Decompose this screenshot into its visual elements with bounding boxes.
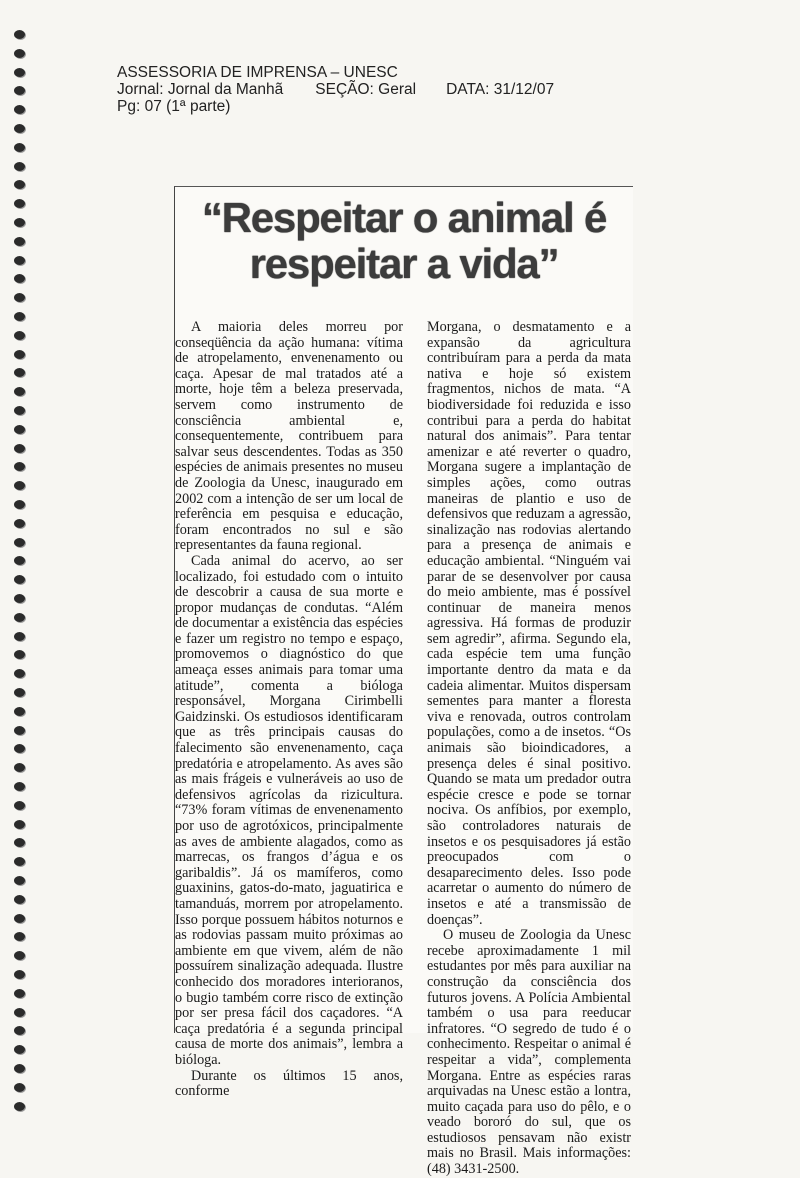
binding-hole	[14, 726, 25, 735]
binding-hole	[14, 293, 25, 302]
article-headline	[175, 195, 633, 287]
binding-hole	[14, 876, 25, 885]
binding-hole	[14, 895, 25, 904]
binding-hole	[14, 68, 25, 77]
header-office: ASSESSORIA DE IMPRENSA – UNESC	[117, 64, 398, 81]
header-journal: Jornal: Jornal da Manhã	[117, 81, 284, 98]
article-paragraph: O museu de Zoologia da Unesc recebe aproximadamente 1 mil estudantes por mês para auxiliar na construção da consciência dos futuros jovens. A Polícia Ambiental também o usa para reeducar infratores. “O segredo de tudo é o conhecimento. Respeitar o animal é respeitar a vida”, complementa Morgana. Entre as espécies raras arquivadas na Unesc estão a lontra, muito caçada para uso do pêlo, e o veado bororó do sul, que os estudiosos pensavam não existr mais no Brasil. Mais informações: (48) 3431-2500.	[427, 927, 631, 1178]
binding-hole	[14, 914, 25, 923]
header-page: Pg: 07 (1ª parte)	[117, 98, 231, 115]
article-paragraph: Durante os últimos 15 anos, conforme	[175, 1067, 403, 1100]
binding-hole	[14, 1008, 25, 1017]
binding-hole	[14, 331, 25, 340]
binding-hole	[14, 218, 25, 227]
binding-hole	[14, 970, 25, 979]
binding-hole	[14, 820, 25, 829]
binding-hole	[14, 387, 25, 396]
binding-hole	[14, 444, 25, 453]
spiral-binding	[6, 30, 32, 1120]
binding-hole	[14, 613, 25, 622]
binding-hole	[14, 538, 25, 547]
headline-line-1: “Respeitar o animal é	[201, 194, 607, 241]
newspaper-clipping	[174, 186, 633, 1178]
binding-hole	[14, 932, 25, 941]
binding-hole	[14, 857, 25, 866]
binding-hole	[14, 838, 25, 847]
binding-hole	[14, 350, 25, 359]
binding-hole	[14, 556, 25, 565]
binding-hole	[14, 462, 25, 471]
binding-hole	[14, 237, 25, 246]
binding-hole	[14, 105, 25, 114]
binding-hole	[14, 256, 25, 265]
article-right-column	[427, 320, 631, 1178]
binding-hole	[14, 1045, 25, 1054]
binding-hole	[14, 406, 25, 415]
binding-hole	[14, 801, 25, 810]
binding-hole	[14, 688, 25, 697]
binding-hole	[14, 989, 25, 998]
binding-hole	[14, 763, 25, 772]
binding-hole	[14, 312, 25, 321]
article-left-column	[175, 320, 403, 1100]
binding-hole	[14, 519, 25, 528]
binding-hole	[14, 632, 25, 641]
article-paragraph: Cada animal do acervo, ao ser localizado, foi estudado com o intuito de descobrir a causa de sua morte e propor mudanças de condutas. “Além de documentar a existência das espécies e fazer um registro no tempo e espaço, promovemos o diagnóstico do que ameaça esses animais para tomar uma atitude”, comenta a bióloga responsável, Morgana Cirimbelli Gaidzinski. Os estudiosos identificaram que as três principais causas do falecimento são envenenamento, caça predatória e atropelamento. As aves são as mais frágeis e vulneráveis ao uso de defensivos agrícolas da rizicultura. “73% foram vítimas de envenenamento por uso de agrotóxicos, principalmente as aves de ambiente alagados, como as marrecas, os frangos d’água e os garibaldis”. Já os mamíferos, como guaxinins, gatos-do-mato, jaguatirica e tamanduás, morrem por atropelamento. Isso porque possuem hábitos noturnos e as rodovias passam muito próximas ao ambiente em que vivem, além de não possuírem sinalização adequada. Ilustre conhecido dos moradores interioranos, o bugio também corre risco de extinção por ser presa fácil dos caçadores. “A caça predatória é a segunda principal causa de morte dos animais”, lembra a bióloga.	[175, 552, 403, 1068]
binding-hole	[14, 143, 25, 152]
binding-hole	[14, 199, 25, 208]
binding-hole	[14, 1102, 25, 1111]
header-section: SEÇÃO: Geral	[315, 81, 417, 98]
binding-hole	[14, 951, 25, 960]
article-paragraph: Morgana, o desmatamento e a expansão da agricultura contribuíram para a perda da mata nativa e hoje só existem fragmentos, nichos de mata. “A biodiversidade foi reduzida e isso contribui para a perda do habitat natural dos animais”. Para tentar amenizar e até reverter o quadro, Morgana sugere a implantação de simples ações, como outras maneiras de plantio e uso de defensivos que reduzam a agressão, sinalização nas rodovias alertando para a presença de animais e educação ambiental. “Ninguém vai parar de se desenvolver por causa do meio ambiente, mas é possível continuar de maneira menos agressiva. Há formas de produzir sem agredir”, afirma. Segundo ela, cada espécie tem uma função importante dentro da mata e da cadeia alimentar. Muitos dispersam sementes para manter a floresta viva e renovada, outros controlam populações, como a de insetos. “Os animais são bioindicadores, a presença deles é sinal positivo. Quando se mata um predador outra espécie cresce e pode se tornar nociva. Os anfíbios, por exemplo, são controladores naturais de insetos e os pesquisadores já estão preocupados com o desaparecimento deles. Isso pode acarretar o aumento do número de insetos e até a transmissão de doenças”.	[427, 319, 631, 928]
binding-hole	[14, 425, 25, 434]
binding-hole	[14, 500, 25, 509]
binding-hole	[14, 86, 25, 95]
binding-hole	[14, 124, 25, 133]
article-paragraph: A maioria deles morreu por conseqüência da ação humana: vítima de atropelamento, envenenamento ou caça. Apesar de mal tratados até a morte, hoje têm a beleza preservada, servem como instrumento de consciência ambiental e, consequentemente, contribuem para salvar seus descendentes. Todas as 350 espécies de animais presentes no museu de Zoologia da Unesc, inaugurado em 2002 com a intenção de ser um local de referência em pesquisa e educação, foram encontrados no sul e são representantes da fauna regional.	[175, 319, 403, 554]
press-office-header	[117, 64, 677, 115]
header-date: DATA: 31/12/07	[446, 81, 555, 98]
binding-hole	[14, 1026, 25, 1035]
binding-hole	[14, 30, 25, 39]
binding-hole	[14, 744, 25, 753]
binding-hole	[14, 1064, 25, 1073]
binding-hole	[14, 49, 25, 58]
binding-hole	[14, 782, 25, 791]
binding-hole	[14, 669, 25, 678]
binding-hole	[14, 707, 25, 716]
binding-hole	[14, 650, 25, 659]
binding-hole	[14, 594, 25, 603]
headline-line-2: respeitar a vida”	[249, 240, 559, 287]
binding-hole	[14, 274, 25, 283]
binding-hole	[14, 180, 25, 189]
binding-hole	[14, 1083, 25, 1092]
binding-hole	[14, 481, 25, 490]
binding-hole	[14, 162, 25, 171]
binding-hole	[14, 368, 25, 377]
binding-hole	[14, 575, 25, 584]
